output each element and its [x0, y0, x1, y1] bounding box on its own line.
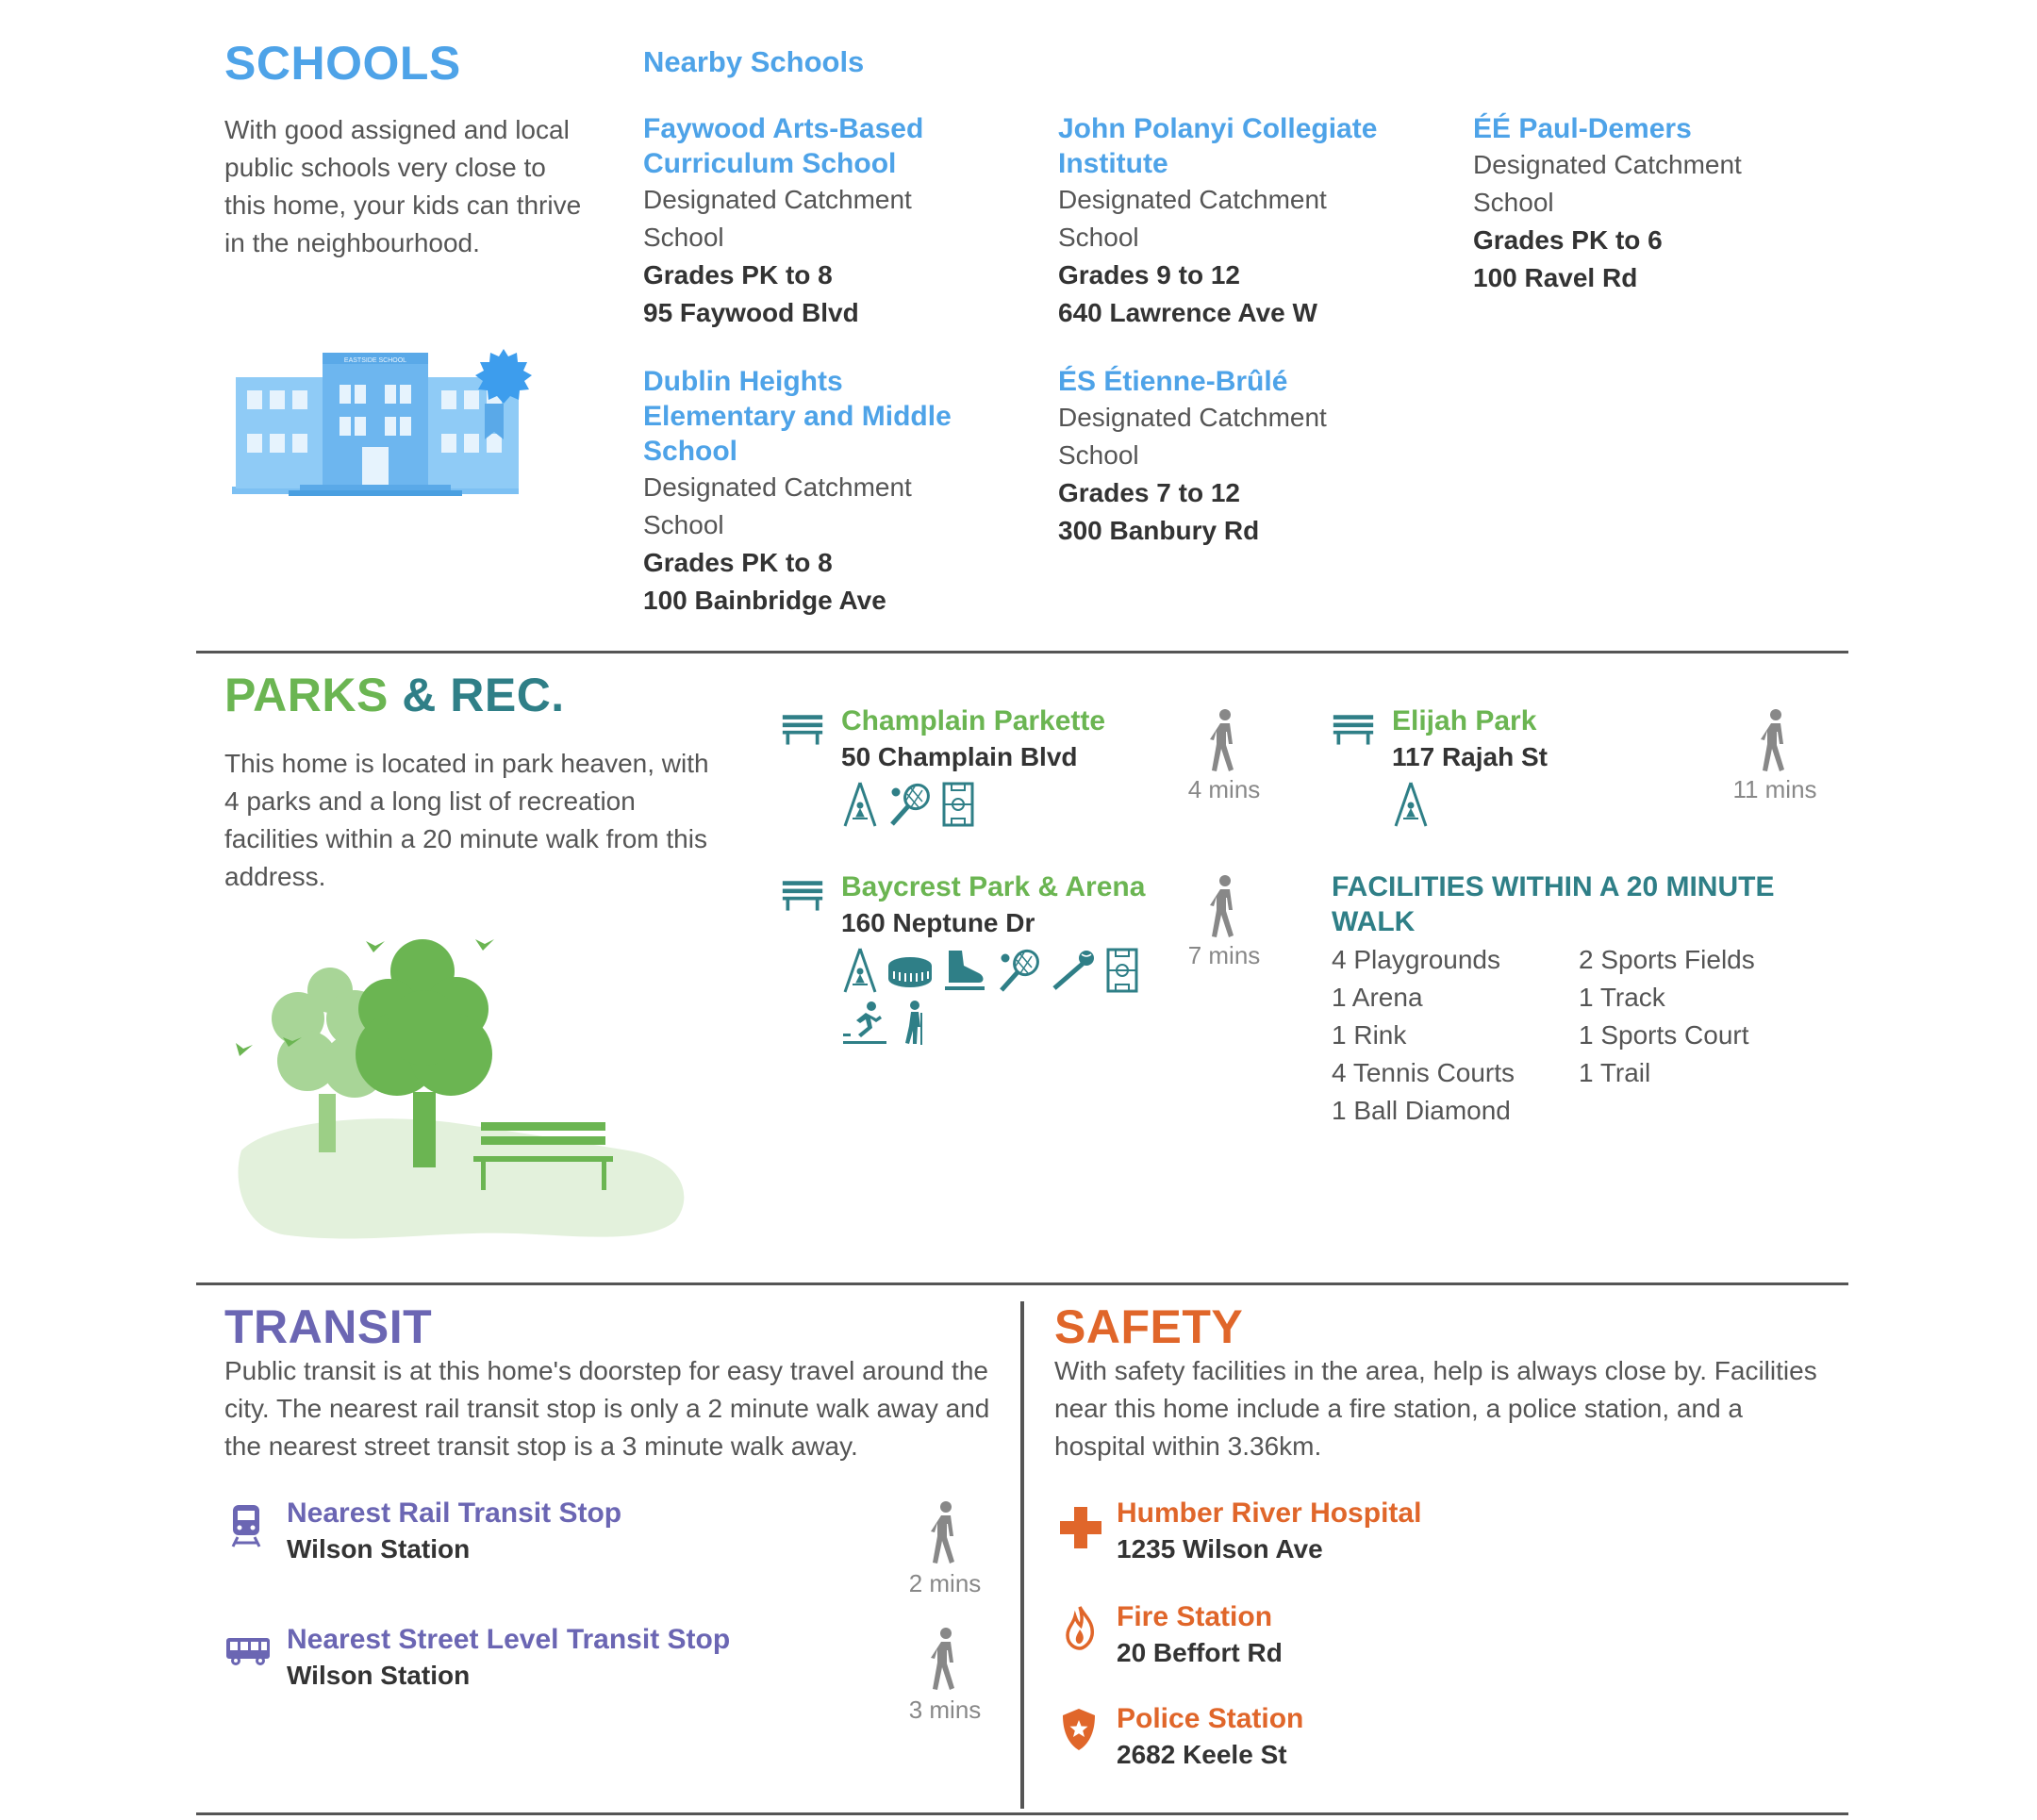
school-name[interactable]: ÉS Étienne-Brûlé: [1058, 366, 1288, 397]
school-building-illustration: [232, 347, 543, 498]
playground-icon: [841, 947, 879, 994]
school-grades: Grades 9 to 12: [1058, 260, 1240, 290]
schools-description: With good assigned and local public schools very close to this home, your kids can thrive in the neighbourhood.: [224, 115, 582, 257]
transit-stop-label[interactable]: Nearest Rail Transit Stop: [287, 1497, 622, 1529]
facility-item: 1 Rink: [1332, 1020, 1407, 1050]
transit-stop: [287, 1496, 853, 1567]
hospital-cross-icon: [1058, 1505, 1103, 1550]
safety-facility-name[interactable]: Humber River Hospital: [1117, 1497, 1422, 1529]
park-card: [1392, 703, 1675, 828]
park-card: [841, 869, 1162, 1047]
facilities-list-col2: [1579, 941, 1824, 1092]
column-divider: [1020, 1301, 1024, 1809]
train-icon: [230, 1503, 262, 1548]
walk-icon: [926, 1499, 964, 1565]
school-type: Designated Catchment School: [643, 472, 912, 539]
school-address: 640 Lawrence Ave W: [1058, 298, 1317, 327]
school-name[interactable]: ÉÉ Paul-Demers: [1473, 113, 1692, 144]
school-card: [1058, 111, 1407, 332]
park-illustration: [232, 934, 694, 1245]
parks-title: PARKS & REC.: [224, 669, 565, 721]
school-grades: Grades PK to 8: [643, 548, 833, 577]
school-grades: Grades PK to 6: [1473, 225, 1663, 255]
walk-time: 4 mins: [1187, 775, 1261, 803]
police-badge-icon: [1060, 1707, 1098, 1752]
facility-item: 1 Arena: [1332, 983, 1423, 1012]
park-name[interactable]: Baycrest Park & Arena: [841, 871, 1146, 902]
tennis-icon: [886, 781, 934, 828]
park-facility-icons: [841, 947, 1162, 1047]
facility-item: 2 Sports Fields: [1579, 945, 1755, 974]
schools-title: SCHOOLS: [224, 37, 461, 90]
park-name[interactable]: Elijah Park: [1392, 705, 1537, 736]
school-card: [643, 364, 992, 620]
playground-icon: [1392, 781, 1430, 828]
section-divider: [196, 1282, 1848, 1285]
facilities-heading: FACILITIES WITHIN A 20 MINUTE WALK: [1332, 871, 1775, 937]
safety-facility: [1117, 1599, 1682, 1671]
school-type: Designated Catchment School: [1058, 403, 1327, 470]
section-divider: [196, 1812, 1848, 1815]
walk-icon: [1205, 707, 1243, 773]
trail-icon: [896, 1000, 930, 1047]
nearby-schools-heading: Nearby Schools: [643, 45, 865, 78]
facility-item: 1 Track: [1579, 983, 1665, 1012]
facility-item: 4 Playgrounds: [1332, 945, 1501, 974]
transit-stop-name: Wilson Station: [287, 1661, 471, 1690]
safety-title: SAFETY: [1054, 1300, 1244, 1353]
bench-icon: [781, 711, 824, 747]
walk-time: 11 mins: [1732, 775, 1817, 803]
safety-facility-address: 2682 Keele St: [1117, 1740, 1287, 1769]
track-icon: [841, 1000, 888, 1047]
school-name[interactable]: Dublin Heights Elementary and Middle School: [643, 366, 952, 467]
bench-icon: [1332, 711, 1375, 747]
school-type: Designated Catchment School: [1473, 150, 1742, 217]
transit-stop-label[interactable]: Nearest Street Level Transit Stop: [287, 1624, 731, 1655]
parks-description: This home is located in park heaven, with 4 parks and a long list of recreation facilities within a 20 minute walk from this address.: [224, 749, 709, 891]
safety-facility-address: 1235 Wilson Ave: [1117, 1534, 1323, 1564]
walk-icon: [1756, 707, 1794, 773]
safety-facility-name[interactable]: Police Station: [1117, 1703, 1304, 1734]
walk-time: 2 mins: [908, 1569, 982, 1597]
school-card: [1473, 111, 1794, 297]
park-card: [841, 703, 1152, 828]
facility-item: 1 Trail: [1579, 1058, 1651, 1087]
school-card: [643, 111, 992, 332]
walk-icon: [926, 1626, 964, 1692]
school-address: 300 Banbury Rd: [1058, 516, 1260, 545]
sports-field-icon: [941, 781, 975, 828]
safety-facility-name[interactable]: Fire Station: [1117, 1601, 1273, 1632]
facility-item: 4 Tennis Courts: [1332, 1058, 1515, 1087]
safety-facility: [1117, 1496, 1682, 1567]
safety-facility-address: 20 Beffort Rd: [1117, 1638, 1283, 1667]
safety-description: With safety facilities in the area, help is always close by. Facilities near this home include a fire station, a police station, and a hospital within 3.36km.: [1054, 1356, 1817, 1461]
school-card: [1058, 364, 1407, 550]
school-name[interactable]: John Polanyi Collegiate Institute: [1058, 113, 1378, 179]
school-name[interactable]: Faywood Arts-Based Curriculum School: [643, 113, 924, 179]
flame-icon: [1064, 1605, 1096, 1650]
school-grades: Grades 7 to 12: [1058, 478, 1240, 507]
safety-facility: [1117, 1701, 1682, 1773]
school-type: Designated Catchment School: [1058, 185, 1327, 252]
transit-title: TRANSIT: [224, 1300, 433, 1353]
school-grades: Grades PK to 8: [643, 260, 833, 290]
bus-icon: [224, 1635, 272, 1667]
park-address: 160 Neptune Dr: [841, 908, 1035, 937]
school-address: 100 Bainbridge Ave: [643, 586, 886, 615]
transit-stop-name: Wilson Station: [287, 1534, 471, 1564]
facility-item: 1 Sports Court: [1579, 1020, 1749, 1050]
transit-description: Public transit is at this home's doorstep for easy travel around the city. The nearest rail transit stop is only a 2 minute walk away and the nearest street transit stop is a 3 minute walk away.: [224, 1356, 990, 1461]
park-facility-icons: [1392, 781, 1675, 828]
walk-icon: [1205, 873, 1243, 939]
section-divider: [196, 651, 1848, 654]
transit-stop: [287, 1622, 890, 1694]
arena-icon: [886, 947, 934, 994]
sports-field-icon: [1105, 947, 1139, 994]
school-type: Designated Catchment School: [643, 185, 912, 252]
park-name[interactable]: Champlain Parkette: [841, 705, 1106, 736]
playground-icon: [841, 781, 879, 828]
bench-icon: [781, 877, 824, 913]
school-address: 100 Ravel Rd: [1473, 263, 1638, 292]
skate-icon: [941, 947, 988, 994]
park-address: 50 Champlain Blvd: [841, 742, 1078, 771]
tennis-icon: [996, 947, 1043, 994]
school-address: 95 Faywood Blvd: [643, 298, 859, 327]
facilities-list-col1: [1332, 941, 1558, 1130]
walk-time: 7 mins: [1187, 941, 1261, 969]
park-address: 117 Rajah St: [1392, 742, 1548, 771]
park-facility-icons: [841, 781, 1152, 828]
school-sign-text: EASTSIDE SCHOOL: [343, 357, 407, 364]
walk-time: 3 mins: [908, 1696, 982, 1724]
facility-item: 1 Ball Diamond: [1332, 1096, 1511, 1125]
ball-diamond-icon: [1051, 947, 1098, 994]
